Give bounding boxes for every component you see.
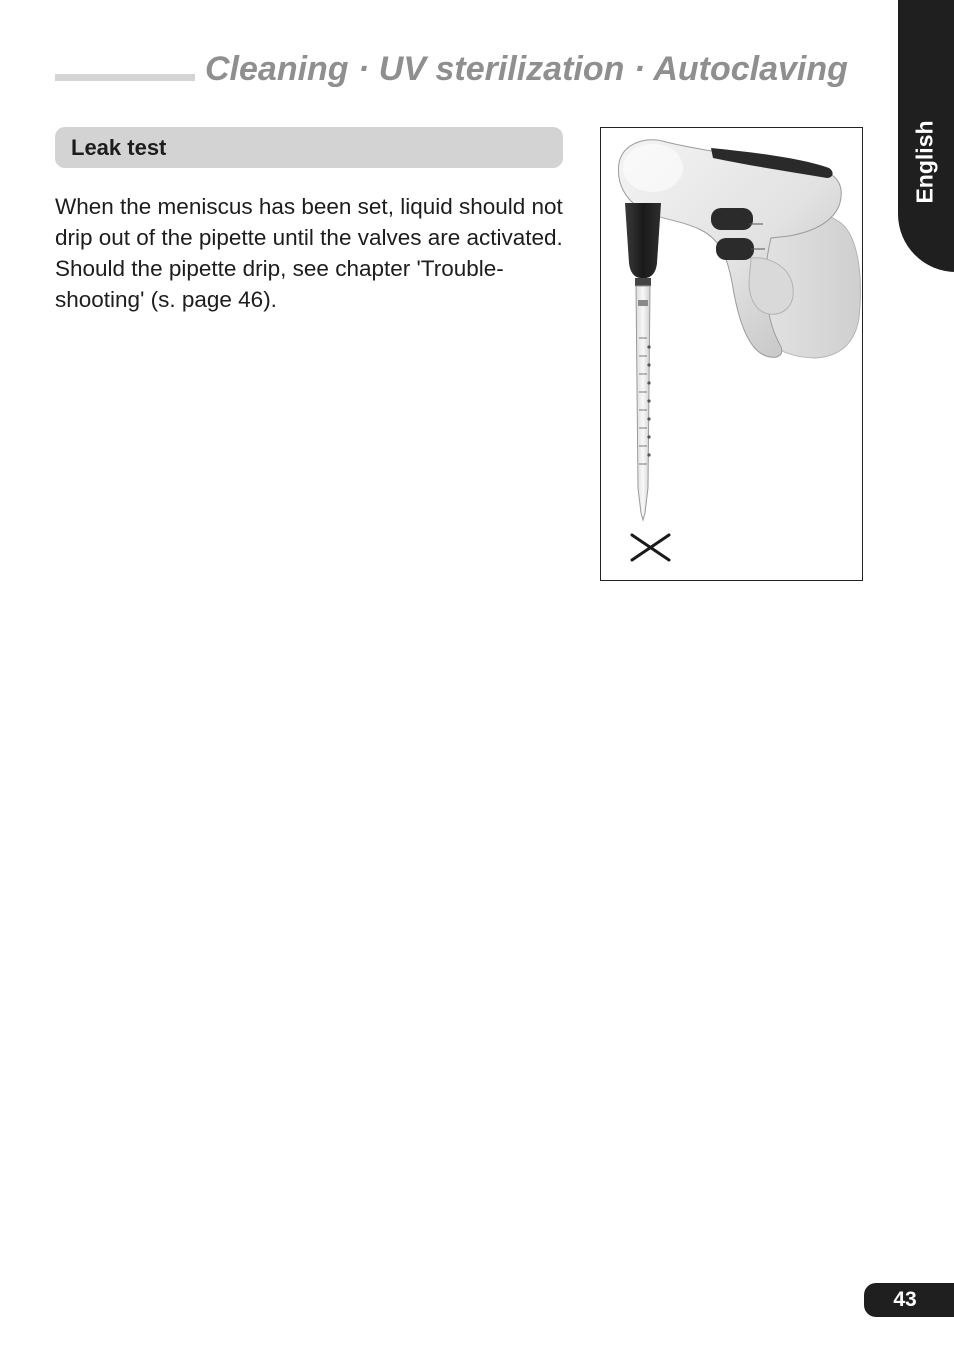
page-title: Cleaning · UV sterilization · Autoclaving: [205, 50, 848, 88]
section-body: [55, 191, 570, 315]
dispense-button: [716, 238, 754, 260]
body-paragraph-1: When the meniscus has been set, liquid should not drip out of the pipette until the valves are activated.: [55, 194, 563, 250]
section-heading: Leak test: [71, 135, 167, 160]
body-paragraph-2: Should the pipette drip, see chapter 'Trouble-shooting' (s. page 46).: [55, 256, 504, 312]
pipette-controller-illustration: [601, 128, 862, 580]
page-number: 43: [893, 1288, 917, 1311]
header-rule: [55, 74, 195, 81]
nosepiece: [625, 203, 661, 278]
section-heading-bar: [55, 127, 563, 168]
language-tab-label: English: [911, 120, 938, 204]
page-number-box: [864, 1283, 954, 1317]
cross-icon: [632, 535, 669, 560]
pipette-tube: [636, 286, 650, 520]
pipette-figure: [600, 127, 863, 581]
aspirate-button: [711, 208, 753, 230]
